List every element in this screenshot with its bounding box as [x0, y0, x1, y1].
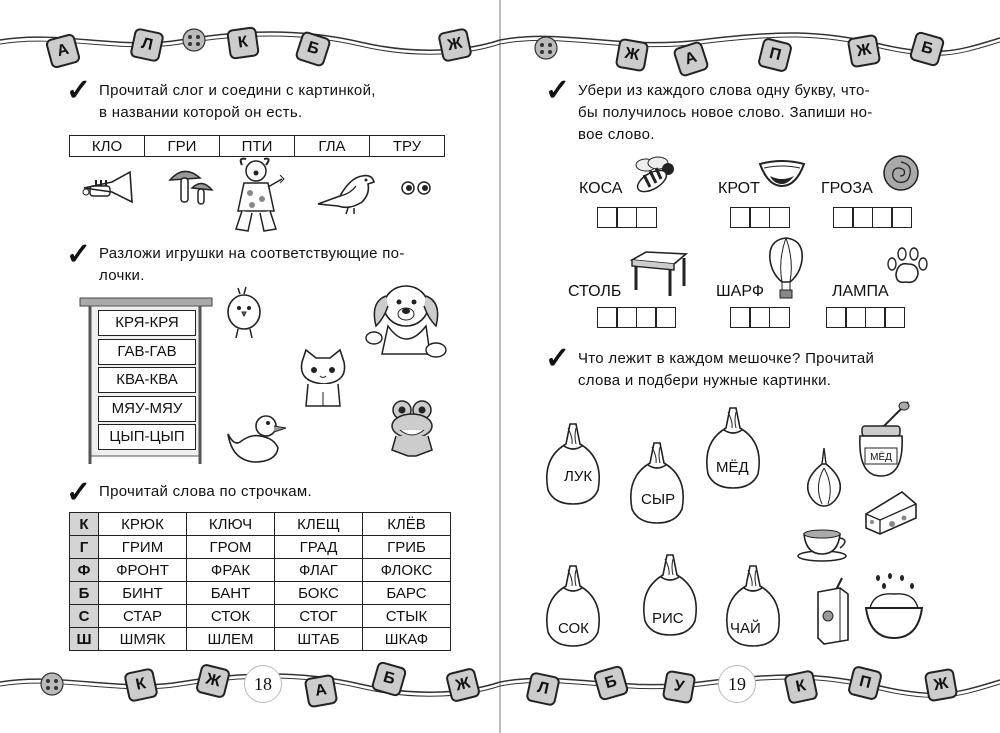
letter-tile: Ж	[195, 663, 231, 699]
shelf-label[interactable]: КРЯ-КРЯ	[98, 310, 196, 336]
letter-tile: К	[123, 667, 159, 703]
sack-label[interactable]: ЛУК	[564, 468, 593, 485]
instruction-text: Что лежит в каждом мешочке? Прочитай слова и подбери нужные картинки.	[578, 350, 875, 389]
letter-tile: К	[783, 669, 819, 705]
letter-tile: Б	[370, 660, 407, 697]
sack-label[interactable]: РИС	[652, 610, 684, 627]
letter-tile: Б	[294, 30, 332, 68]
sack-label[interactable]: ЧАЙ	[730, 620, 761, 637]
word-cell: ФЛОКС	[363, 559, 451, 582]
syllable-cell[interactable]: ГЛА	[295, 136, 370, 157]
shelf-label[interactable]: КВА-КВА	[98, 367, 196, 393]
word-cell: ШТАБ	[275, 628, 363, 651]
word-cell: ФЛАГ	[275, 559, 363, 582]
shelf-label[interactable]: МЯУ-МЯУ	[98, 396, 196, 422]
letter-cell: Б	[70, 582, 99, 605]
word-cell: КЛЁВ	[363, 513, 451, 536]
checkmark-icon: ✓	[545, 74, 571, 107]
word-cell: ГРИМ	[99, 536, 187, 559]
honey-jar-icon[interactable]	[856, 398, 912, 480]
letter-tile: Ж	[615, 38, 650, 73]
letter-cell: Ш	[70, 628, 99, 651]
letter-tile: Ж	[437, 27, 473, 63]
letter-tile: Ж	[445, 667, 481, 703]
word-cell: ШМЯК	[99, 628, 187, 651]
instruction-text: Разложи игрушки на соответствующие по- лочки.	[99, 245, 405, 284]
shelf-label[interactable]: ЦЫП-ЦЫП	[98, 424, 196, 450]
word-label: СТОЛБ	[568, 283, 622, 300]
word-cell: БАНТ	[187, 582, 275, 605]
page-number: 18	[244, 665, 282, 703]
sack-label[interactable]: СЫР	[641, 491, 676, 508]
letter-tile: Л	[129, 27, 165, 63]
word-cell: ФРАК	[187, 559, 275, 582]
letter-cell: К	[70, 513, 99, 536]
word-cell: ГРАД	[275, 536, 363, 559]
checkmark-icon: ✓	[66, 238, 92, 271]
letter-cell: Ф	[70, 559, 99, 582]
instruction-text: Прочитай слог и соедини с картинкой, в названии которой он есть.	[99, 82, 376, 121]
letter-tile: А	[304, 674, 339, 709]
letter-tile: Б	[592, 664, 629, 701]
letter-tile: К	[226, 26, 260, 60]
checkmark-icon: ✓	[66, 74, 92, 107]
honey-jar-label: МЁД	[870, 452, 892, 463]
sack-label[interactable]: МЁД	[716, 459, 749, 476]
word-cell: СТАР	[99, 605, 187, 628]
syllable-cell[interactable]: КЛО	[70, 136, 145, 157]
word-cell: ФРОНТ	[99, 559, 187, 582]
letter-tile: П	[757, 37, 793, 73]
word-label: КРОТ	[718, 180, 760, 197]
letter-tile: Ж	[924, 668, 959, 703]
onion-icon[interactable]	[802, 446, 846, 508]
shelf-label[interactable]: ГАВ-ГАВ	[98, 339, 196, 365]
word-label: ШАРФ	[716, 283, 764, 300]
word-cell: ГРИБ	[363, 536, 451, 559]
letter-tile: А	[45, 33, 82, 70]
juice-box-icon[interactable]	[812, 576, 852, 646]
word-cell: ШЛЕМ	[187, 628, 275, 651]
word-cell: КЛЕЩ	[275, 513, 363, 536]
letter-cell: С	[70, 605, 99, 628]
syllable-cell[interactable]: ГРИ	[145, 136, 220, 157]
word-cell: ШКАФ	[363, 628, 451, 651]
rice-bowl-icon[interactable]	[864, 572, 924, 644]
page-number: 19	[718, 665, 756, 703]
word-cell: БОКС	[275, 582, 363, 605]
sack-icon	[707, 408, 759, 488]
word-label: КОСА	[579, 180, 623, 197]
word-label: ГРОЗА	[821, 180, 873, 197]
sack-label[interactable]: СОК	[558, 620, 589, 637]
word-cell: БИНТ	[99, 582, 187, 605]
letter-tile: У	[662, 670, 697, 705]
instruction-text: Убери из каждого слова одну букву, что- бы получилось новое слово. Запиши но- вое слово.	[578, 82, 873, 143]
letter-tile: Б	[908, 30, 945, 67]
instruction-text: Прочитай слова по строчкам.	[99, 483, 312, 500]
word-label: ЛАМПА	[832, 283, 889, 300]
sack-icon	[547, 424, 599, 504]
letter-tile: Л	[525, 671, 561, 707]
word-cell: БАРС	[363, 582, 451, 605]
checkmark-icon: ✓	[545, 342, 571, 375]
checkmark-icon: ✓	[66, 476, 92, 509]
letter-tile: Ж	[847, 34, 882, 69]
word-cell: ГРОМ	[187, 536, 275, 559]
letter-tile: А	[672, 40, 710, 78]
sack-icon	[631, 443, 683, 523]
letter-tile: П	[847, 665, 883, 701]
word-cell: СТОК	[187, 605, 275, 628]
teacup-icon[interactable]	[796, 526, 852, 562]
word-cell: КРЮК	[99, 513, 187, 536]
word-cell: СТЫК	[363, 605, 451, 628]
word-cell: КЛЮЧ	[187, 513, 275, 536]
word-cell: СТОГ	[275, 605, 363, 628]
syllable-cell[interactable]: ТРУ	[370, 136, 445, 157]
letter-cell: Г	[70, 536, 99, 559]
cheese-icon[interactable]	[862, 488, 920, 538]
syllable-cell[interactable]: ПТИ	[220, 136, 295, 157]
